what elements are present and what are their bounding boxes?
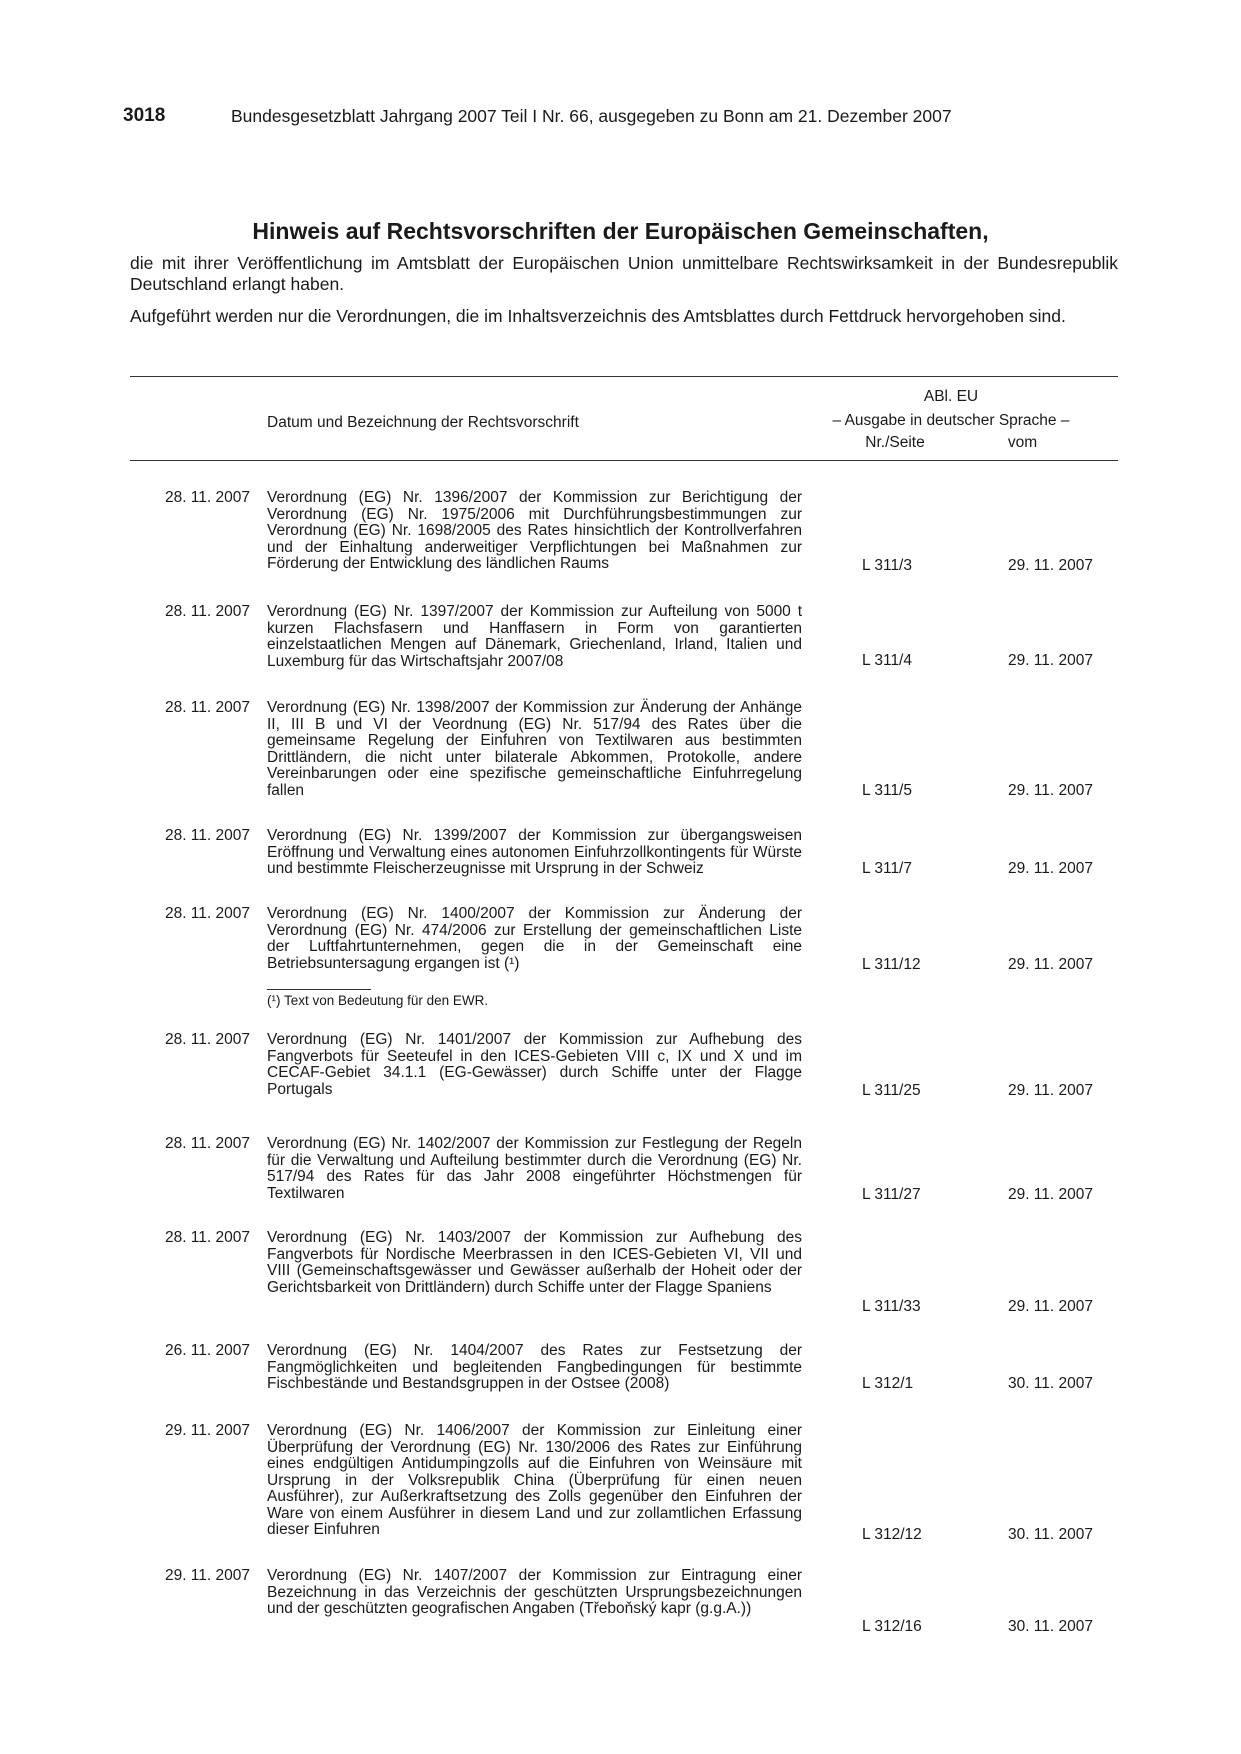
table-top-rule [130, 376, 1118, 377]
footnote-rule [267, 989, 371, 990]
entry-text: Verordnung (EG) Nr. 1398/2007 der Kommission zur Änderung der Anhänge II, III B und VI der Veordnung (EG) Nr. 517/94 des Rates über die gemeinsame Regelung der Einfuhren von Textilwaren aus bestimmten Drittländern, die nicht unter bilaterale Abkommen, Protokolle, andere Vereinbarungen oder eine spezifische gemeinschaftliche Einfuhrregelung fallen [267, 699, 802, 799]
entry-text: Verordnung (EG) Nr. 1397/2007 der Kommission zur Aufteilung von 5000 t kurzen Flachsfasern und Hanffasern in Form von garantierten einzelstaatlichen Mengen auf Dänemark, Griechenland, Irland, Italien und Luxemburg für das Wirtschaftsjahr 2007/08 [267, 603, 802, 670]
column-header-nr-seite: Nr./Seite [865, 434, 925, 451]
entry-text: Verordnung (EG) Nr. 1407/2007 der Kommission zur Eintragung einer Bezeichnung in das Verzeichnis der geschützten Ursprungsbezeichnungen und der geschützten geografischen Angaben (Třeboňský kapr (g.g.A.)) [267, 1567, 802, 1617]
entry-date: 28. 11. 2007 [164, 489, 250, 506]
running-head [123, 105, 1121, 133]
entry-text: Verordnung (EG) Nr. 1396/2007 der Kommission zur Berichtigung der Verordnung (EG) Nr. 1975/2006 mit Durchführungsbestimmungen zur Verordnung (EG) Nr. 1698/2005 des Rates hinsichtlich der Kontrollverfahren und der Einhaltung anderweitiger Verpflichtungen bei Maßnahmen zur Förderung der Entwicklung des ländlichen Raums [267, 489, 802, 572]
entry-reference: L 311/12 [862, 956, 921, 973]
entry-reference: L 312/1 [862, 1375, 914, 1392]
entry-reference: L 311/4 [862, 652, 912, 669]
entry-published: 30. 11. 2007 [1007, 1526, 1093, 1543]
entry-reference: L 311/7 [862, 860, 912, 877]
entry-date: 26. 11. 2007 [164, 1342, 250, 1359]
running-title: Bundesgesetzblatt Jahrgang 2007 Teil I Nr. 66, ausgegeben zu Bonn am 21. Dezember 2007 [231, 106, 952, 126]
entry-date: 28. 11. 2007 [164, 699, 250, 716]
entry-published: 29. 11. 2007 [1007, 860, 1093, 877]
footnote: (¹) Text von Bedeutung für den EWR. [267, 993, 489, 1008]
intro-paragraph: Aufgeführt werden nur die Verordnungen, die im Inhaltsverzeichnis des Amtsblattes durch Fettdruck hervorgehoben sind. [130, 306, 1066, 326]
entry-published: 30. 11. 2007 [1007, 1618, 1093, 1635]
entry-reference: L 311/27 [862, 1186, 921, 1203]
entry-reference: L 311/25 [862, 1082, 921, 1099]
entry-date: 29. 11. 2007 [164, 1567, 250, 1584]
entry-published: 29. 11. 2007 [1007, 1298, 1093, 1315]
entry-text: Verordnung (EG) Nr. 1403/2007 der Kommission zur Aufhebung des Fangverbots für Nordische Meerbrassen in den ICES-Gebieten VI, VII und VIII (Gemeinschaftsgewässer und Gewässer außerhalb der Hoheit oder der Gerichtsbarkeit von Drittländern) durch Schiffe unter der Flagge Spaniens [267, 1229, 802, 1296]
entry-date: 28. 11. 2007 [164, 827, 250, 844]
entry-published: 29. 11. 2007 [1007, 782, 1093, 799]
intro-paragraph: die mit ihrer Veröffentlichung im Amtsblatt der Europäischen Union unmittelbare Rechtswirksamkeit in der Bundesrepublik Deutschland erlangt haben. [130, 253, 1118, 294]
entry-reference: L 311/33 [862, 1298, 921, 1315]
entry-text: Verordnung (EG) Nr. 1404/2007 des Rates zur Festsetzung der Fangmöglichkeiten und begleitenden Fangbedingungen für bestimmte Fischbestände und Bestandsgruppen in der Ostsee (2008) [267, 1342, 802, 1392]
entry-published: 29. 11. 2007 [1007, 1186, 1093, 1203]
entry-reference: L 311/5 [862, 782, 912, 799]
column-header-abl: ABl. EU [923, 388, 979, 405]
entry-published: 29. 11. 2007 [1007, 956, 1093, 973]
entry-reference: L 312/12 [862, 1526, 922, 1543]
entry-date: 28. 11. 2007 [164, 905, 250, 922]
entry-date: 28. 11. 2007 [164, 1135, 250, 1152]
column-header-edition: – Ausgabe in deutscher Sprache – [832, 412, 1070, 429]
entry-date: 29. 11. 2007 [164, 1422, 250, 1439]
table-header-rule [130, 460, 1118, 461]
entry-published: 29. 11. 2007 [1007, 652, 1093, 669]
entry-reference: L 312/16 [862, 1618, 922, 1635]
entry-date: 28. 11. 2007 [164, 1031, 250, 1048]
column-header-description: Datum und Bezeichnung der Rechtsvorschrift [267, 414, 579, 431]
entry-date: 28. 11. 2007 [164, 603, 250, 620]
entry-published: 30. 11. 2007 [1007, 1375, 1093, 1392]
entry-published: 29. 11. 2007 [1007, 1082, 1093, 1099]
entry-text: Verordnung (EG) Nr. 1402/2007 der Kommission zur Festlegung der Regeln für die Verwaltung und Aufteilung bestimmter durch die Verordnung (EG) Nr. 517/94 des Rates für das Jahr 2008 eingeführter Höchstmengen für Textilwaren [267, 1135, 802, 1202]
entry-date: 28. 11. 2007 [164, 1229, 250, 1246]
entry-text: Verordnung (EG) Nr. 1401/2007 der Kommission zur Aufhebung des Fangverbots für Seeteufel in den ICES-Gebieten VIII c, IX und X und im CECAF-Gebiet 34.1.1 (EG-Gewässer) durch Schiffe unter der Flagge Portugals [267, 1031, 802, 1098]
entry-text: Verordnung (EG) Nr. 1406/2007 der Kommission zur Einleitung einer Überprüfung der Verordnung (EG) Nr. 130/2006 des Rates zur Einführung eines endgültigen Antidumpingzolls auf die Einfuhren von Weinsäure mit Ursprung in der Volksrepublik China (Überprüfung für einen neuen Ausführer), zur Außerkraftsetzung des Zolls gegenüber den Einfuhren der Ware von einem Ausführer in diesem Land und zur zollamtlichen Erfassung dieser Einfuhren [267, 1422, 802, 1538]
entry-published: 29. 11. 2007 [1007, 557, 1093, 574]
page-number: 3018 [123, 105, 166, 126]
entry-reference: L 311/3 [862, 557, 912, 574]
column-header-vom: vom [1007, 434, 1038, 451]
entry-text: Verordnung (EG) Nr. 1400/2007 der Kommission zur Änderung der Verordnung (EG) Nr. 474/2006 zur Erstellung der gemeinschaftlichen Liste der Luftfahrtunternehmen, gegen die in der Gemeinschaft eine Betriebsuntersagung ergangen ist (¹) [267, 905, 802, 972]
entry-text: Verordnung (EG) Nr. 1399/2007 der Kommission zur übergangsweisen Eröffnung und Verwaltung eines autonomen Einfuhrzollkontingents für Würste und bestimmte Fleischerzeugnisse mit Ursprung in der Schweiz [267, 827, 802, 877]
document-title: Hinweis auf Rechtsvorschriften der Europäischen Gemeinschaften, [252, 218, 989, 244]
